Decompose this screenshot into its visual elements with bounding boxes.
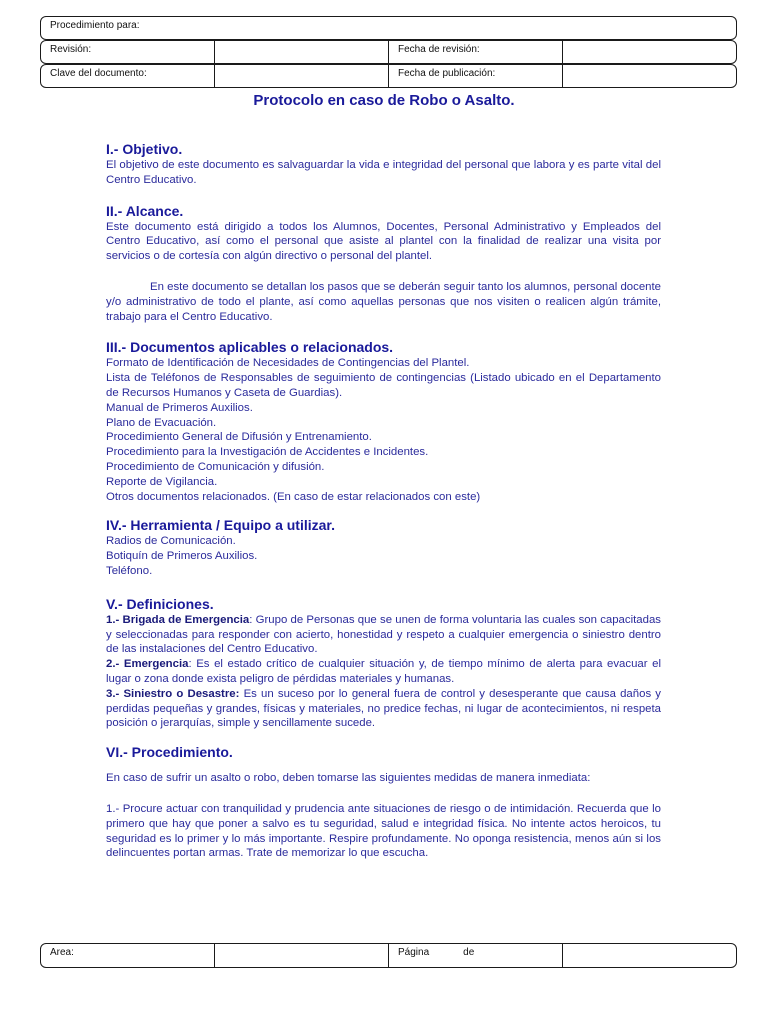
documentos-item: Procedimiento para la Investigación de Accidentes e Incidentes. (106, 446, 429, 459)
procedimiento-intro: En caso de sufrir un asalto o robo, deben tomarse las siguientes medidas de manera inmediata: (106, 772, 591, 785)
documentos-item: Reporte de Vigilancia. (106, 475, 218, 488)
section-objetivo-heading: I.- Objetivo. (106, 141, 183, 157)
documentos-item: Lista de Teléfonos de Responsables de seguimiento de contingencias (Listado ubicado en el Departamento de Recursos Humanos y Caseta de Guardias). (106, 372, 661, 399)
definicion-emergencia (106, 657, 661, 687)
pagina-cell (389, 944, 563, 967)
header-clave-row (40, 64, 737, 88)
section-definiciones-heading: V.- Definiciones. (106, 595, 214, 612)
definicion-term: 2.- Emergencia (106, 658, 189, 671)
definicion-text: Es un suceso por lo general fuera de control y desesperante que causa daños y perdidas pequeñas y grandes, físicas y materiales, no predice fechas, ni lugar de acontecimientos, ni respeta posición o jerarquías, simple y sencillamente sucede. (106, 687, 661, 730)
documentos-item: Procedimiento General de Difusión y Entrenamiento. (106, 431, 372, 444)
footer-row (40, 943, 737, 968)
section-documentos-heading: III.- Documentos aplicables o relacionados. (106, 339, 394, 356)
herramienta-item: Botiquín de Primeros Auxilios. (106, 550, 258, 563)
documentos-item: Procedimiento de Comunicación y difusión. (106, 460, 325, 473)
documentos-item: Formato de Identificación de Necesidades de Contingencias del Plantel. (106, 357, 470, 370)
fecha-revision-value-field (563, 41, 736, 63)
definicion-text: : Es el estado crítico de cualquier situación y, de tiempo mínimo de alerta para evacuar el lugar o zona donde exista peligro de pérdidas materiales y humanas. (106, 658, 661, 685)
fecha-revision-label: Fecha de revisión: (389, 41, 563, 63)
procedimiento-step-1: 1.- Procure actuar con tranquilidad y prudencia ante situaciones de riesgo o de intimidación. Recuerda que lo primero que hay que poner a salvo es tu seguridad, salud e integridad física. No intente actos heroicos, tu seguridad es lo primer y lo más importante. Respire profundamente. No oponga resistencia, menos aún si los delincuentes portan armas. Trate de memorizar lo que escucha. (106, 802, 661, 860)
header-revision-row (40, 40, 737, 64)
header-procedimiento-row (40, 16, 737, 40)
section-herramienta-heading: IV.- Herramienta / Equipo a utilizar. (106, 517, 335, 534)
revision-label: Revisión: (41, 41, 215, 63)
clave-label: Clave del documento: (41, 65, 215, 87)
section-alcance-heading: II.- Alcance. (106, 202, 184, 219)
document-title: Protocolo en caso de Robo o Asalto. (253, 92, 515, 109)
definicion-text: : Grupo de Personas que se unen de forma voluntaria las cuales son capacitadas y seleccionadas para responder con acierto, honestidad y respeto a cualquier emergencia o siniestro dentro de las instalaciones del Centro Educativo. (106, 613, 661, 656)
documentos-item: Manual de Primeros Auxilios. (106, 401, 253, 414)
definicion-term: 3.- Siniestro o Desastre: (106, 687, 240, 700)
revision-value-field (215, 41, 389, 63)
fecha-publicacion-value-field (563, 65, 736, 87)
definicion-term: 1.- Brigada de Emergencia (106, 613, 250, 626)
pagina-total-field (563, 944, 736, 967)
area-value-field (215, 944, 389, 967)
herramienta-item: Radios de Comunicación. (106, 535, 236, 548)
area-label: Area: (41, 944, 215, 967)
herramienta-item: Teléfono. (106, 564, 153, 577)
alcance-paragraph-1: Este documento está dirigido a todos los Alumnos, Docentes, Personal Administrativo y Empleados del Centro Educativo, así como el personal que asiste al plantel con la finalidad de realizar una visita por servicios o de cortesía con algún directivo o personal del plantel. (106, 220, 661, 263)
documentos-item: Otros documentos relacionados. (En caso de estar relacionados con este) (106, 490, 481, 503)
section-procedimiento-heading: VI.- Procedimiento. (106, 744, 233, 761)
objetivo-text: El objetivo de este documento es salvaguardar la vida e integridad del personal que labora y es parte vital del Centro Educativo. (106, 159, 661, 186)
fecha-publicacion-label: Fecha de publicación: (389, 65, 563, 87)
alcance-paragraph-2: En este documento se detallan los pasos que se deberán seguir tanto los alumnos, personal docente y/o administrativo de todo el plante, así como aquellas personas que nos visiten o realicen algún trámite, trabajo para el Centro Educativo. (106, 280, 661, 323)
pagina-label: Página (398, 947, 430, 958)
documentos-item: Plano de Evacuación. (106, 416, 217, 429)
definicion-brigada (106, 613, 661, 657)
document-body (106, 140, 661, 861)
definicion-siniestro (106, 687, 661, 731)
clave-value-field (215, 65, 389, 87)
de-label: de (463, 947, 475, 958)
procedimiento-label: Procedimiento para: (50, 20, 140, 31)
